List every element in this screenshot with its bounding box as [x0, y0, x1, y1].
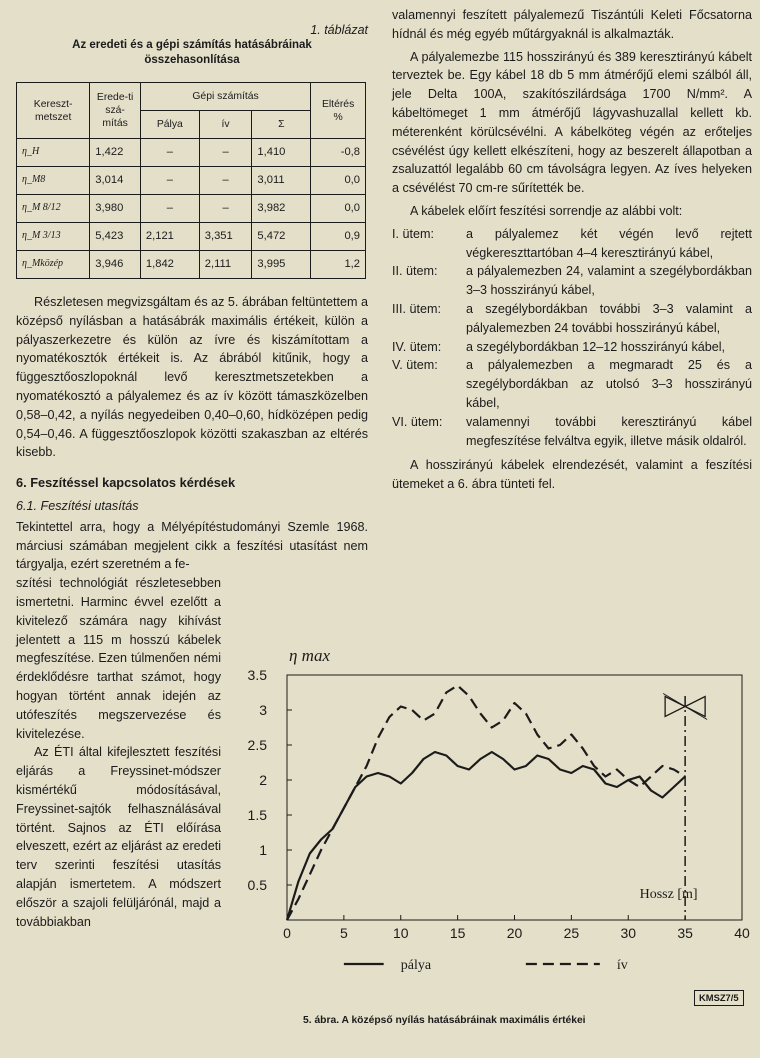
table-title-line1: Az eredeti és a gépi számítás hatásábráinak: [72, 39, 312, 51]
list-item: [392, 300, 752, 338]
cell-orig: 3,946: [90, 251, 141, 279]
y-tick-label: 0.5: [247, 877, 267, 893]
y-tick-label: 1.5: [247, 807, 267, 823]
legend-label-iv: ív: [616, 958, 628, 973]
x-tick-label: 40: [734, 925, 750, 941]
header-palya: Pálya: [140, 111, 199, 139]
paragraph-method: Az ÉTI által kifejlesztett feszítési eljárás a Freyssinet-módszer kismértékű módosításával, Freyssinet-sajtók felhasználásával történt. Sajnos az ÉTI előírása elveszett, ezért az eljárást az eredeti terv szerinti feszítési utasítás alapján ismertetem. A módszert először a szajoli felüljárónál, majd a továbbiakban: [16, 745, 221, 929]
cell-orig: 1,422: [90, 139, 141, 167]
table-row: [17, 251, 366, 279]
table-row: [17, 223, 366, 251]
header-machine: Gépi számítás: [140, 83, 310, 111]
y-tick-label: 3: [259, 702, 267, 718]
cell-diff: 0,9: [311, 223, 366, 251]
step-list: [392, 225, 752, 451]
cell-sym: η_Mközép: [17, 251, 90, 279]
table-row: [17, 195, 366, 223]
y-tick-label: 3.5: [247, 667, 267, 683]
header-iv: ív: [199, 111, 252, 139]
x-tick-label: 10: [392, 925, 409, 941]
list-item: [392, 356, 752, 412]
figure-code: KMSZ7/5: [694, 990, 744, 1006]
step-label: I. ütem:: [392, 226, 434, 241]
cell-orig: 5,423: [90, 223, 141, 251]
x-tick-label: 0: [283, 925, 291, 941]
step-label: V. ütem:: [392, 358, 438, 373]
cell-orig: 3,014: [90, 167, 141, 195]
table-row: [17, 139, 366, 167]
cell-iv: 2,111: [199, 251, 252, 279]
cell-sym: η_H: [17, 139, 90, 167]
x-tick-label: 20: [506, 925, 523, 941]
step-text: a pályalemezben 24, valamint a szegélybordákban 3–3 hosszirányú kábel,: [466, 264, 752, 298]
x-tick-label: 30: [620, 925, 637, 941]
paragraph-intro-cont: szítési technológiát részletesebben ismertetni. Harminc évvel ezelőtt a kivitelező számára nagy kihívást jelentett a 115 m hosszú kábelek megfeszítése. Ezen túlmenően némi érdeklődésre tarthat számot, hogy hogyan történt annak idején az utófeszítés megszervezése és kivitelezése.: [16, 576, 221, 741]
paragraph-figure-ref: A hosszirányú kábelek elrendezését, valamint a feszítési ütemeket a 6. ábra tünteti fel.: [392, 458, 752, 492]
influence-chart: [225, 630, 755, 1010]
header-cross-section: Kereszt-metszet: [17, 83, 90, 139]
header-sum: Σ: [252, 111, 311, 139]
x-tick-label: 25: [563, 925, 580, 941]
paragraph-cables: A pályalemezbe 115 hosszirányú és 389 keresztirányú kábelt terveztek be. Egy kábel 18 db 5 mm átmérőjű elemi szálból áll, jele Delta 100A, szakítószilárdsága 1700 N/mm². A kábeltömeget 1 mm átmérőjű lágyvashuzallal kellett kb. méterenként körülcsévélni. A kábelköteg végén az erőteljes csévélést úgy kellett elkészíteni, hogy az beszerelt állapotban a zsaluzattól legalább 60 cm távolságra legyen. Az íves helyeken a csévélést 70 cm-re sűrítették be.: [392, 49, 752, 196]
cell-iv: 3,351: [199, 223, 252, 251]
header-deviation: Eltérés %: [311, 83, 366, 139]
cell-sym: η_M 3/13: [17, 223, 90, 251]
step-label: II. ütem:: [392, 264, 438, 279]
cell-palya: –: [140, 195, 199, 223]
list-item: [392, 262, 752, 300]
subsection-heading: 6.1. Feszítési utasítás: [16, 498, 139, 513]
cell-diff: 0,0: [311, 167, 366, 195]
bearing-left-icon: [665, 697, 685, 717]
right-column: [392, 6, 752, 494]
cell-sum: 5,472: [252, 223, 311, 251]
legend-label-palya: pálya: [400, 958, 432, 973]
cell-orig: 3,980: [90, 195, 141, 223]
section-heading: 6. Feszítéssel kapcsolatos kérdések: [16, 475, 236, 491]
cell-palya: 2,121: [140, 223, 199, 251]
table-title: [16, 38, 368, 68]
cell-diff: -0,8: [311, 139, 366, 167]
cell-sum: 3,995: [252, 251, 311, 279]
step-text: a pályalemezben a megmaradt 25 és a szegélybordákban az utolsó 3–3 hosszirányú kábel,: [466, 358, 752, 410]
step-label: III. ütem:: [392, 301, 441, 316]
x-tick-label: 5: [339, 925, 348, 941]
paragraph-bridges: valamennyi feszített pályalemezű Tiszántúli Keleti Főcsatorna hídnál és még egyéb műtárgyaknál is alkalmazták.: [392, 8, 752, 41]
chart-plot: [248, 646, 750, 973]
paragraph-analysis: Részletesen megvizsgáltam és az 5. ábrában feltüntettem a középső nyílásban a hatásábrák maximális értékeit, külön a pályaszerkezetre és külön az ívre és kiszámítottam a nyomatékosztók értékeit is. Az ábrából kitűnik, hogy a függesztőoszlopoknál levő keresztmetszetekben a nyomatékosztó a pályalemez és az ív között támaszközelben 0,58–0,42, a nyílás negyedeiben 0,40–0,60, hídközépen pedig 0,54–0,46. A függesztőoszlopok közötti szakaszban az eltérés kisebb.: [16, 295, 368, 460]
cell-palya: –: [140, 139, 199, 167]
cell-diff: 0,0: [311, 195, 366, 223]
y-tick-label: 1: [259, 842, 267, 858]
paragraph-intro: Tekintettel arra, hogy a Mélyépítéstudományi Szemle 1968. márciusi számában megjelent cikk a feszítési utasítást nem tárgyalja, ezért szeretném a fe-: [16, 519, 368, 572]
list-item: [392, 413, 752, 451]
step-label: VI. ütem:: [392, 414, 443, 429]
table-title-line2: összehasonlítása: [144, 54, 240, 66]
figure-caption: 5. ábra. A középső nyílás hatásábráinak maximális értékei: [303, 1015, 586, 1026]
cell-iv: –: [199, 195, 252, 223]
cell-iv: –: [199, 167, 252, 195]
table-caption: 1. táblázat: [310, 23, 368, 37]
cell-iv: –: [199, 139, 252, 167]
step-text: a szegélybordákban további 3–3 valamint a pályalemezben 24 további hosszirányú kábel,: [466, 301, 752, 335]
paragraph-sequence: A kábelek előírt feszítési sorrendje az alábbi volt:: [410, 203, 683, 218]
step-text: valamennyi további keresztirányú kábel megfeszítése felváltva egyik, illetve másik oldalról.: [466, 414, 752, 448]
step-text: a pályalemez két végén levő rejtett végkereszttartóban 4–4 keresztirányú kábel,: [466, 226, 752, 260]
y-axis-label: η max: [289, 646, 331, 665]
table-row: [17, 167, 366, 195]
comparison-table: [16, 82, 366, 279]
cell-palya: –: [140, 167, 199, 195]
cell-palya: 1,842: [140, 251, 199, 279]
cell-diff: 1,2: [311, 251, 366, 279]
cell-sum: 1,410: [252, 139, 311, 167]
bearing-right-icon: [685, 697, 705, 717]
x-tick-label: 15: [449, 925, 466, 941]
list-item: [392, 225, 752, 263]
cell-sym: η_M8: [17, 167, 90, 195]
series-line-palya: [287, 752, 685, 920]
cell-sum: 3,011: [252, 167, 311, 195]
x-axis-label: Hossz [m]: [639, 887, 698, 902]
step-text: a szegélybordákban 12–12 hosszirányú kábel,: [466, 339, 726, 354]
list-item: [392, 338, 752, 357]
x-tick-label: 35: [677, 925, 693, 941]
y-tick-label: 2: [259, 772, 267, 788]
header-original: Erede-ti szá-mítás: [90, 83, 141, 139]
step-label: IV. ütem:: [392, 339, 442, 354]
cell-sum: 3,982: [252, 195, 311, 223]
y-tick-label: 2.5: [247, 737, 267, 753]
cell-sym: η_M 8/12: [17, 195, 90, 223]
